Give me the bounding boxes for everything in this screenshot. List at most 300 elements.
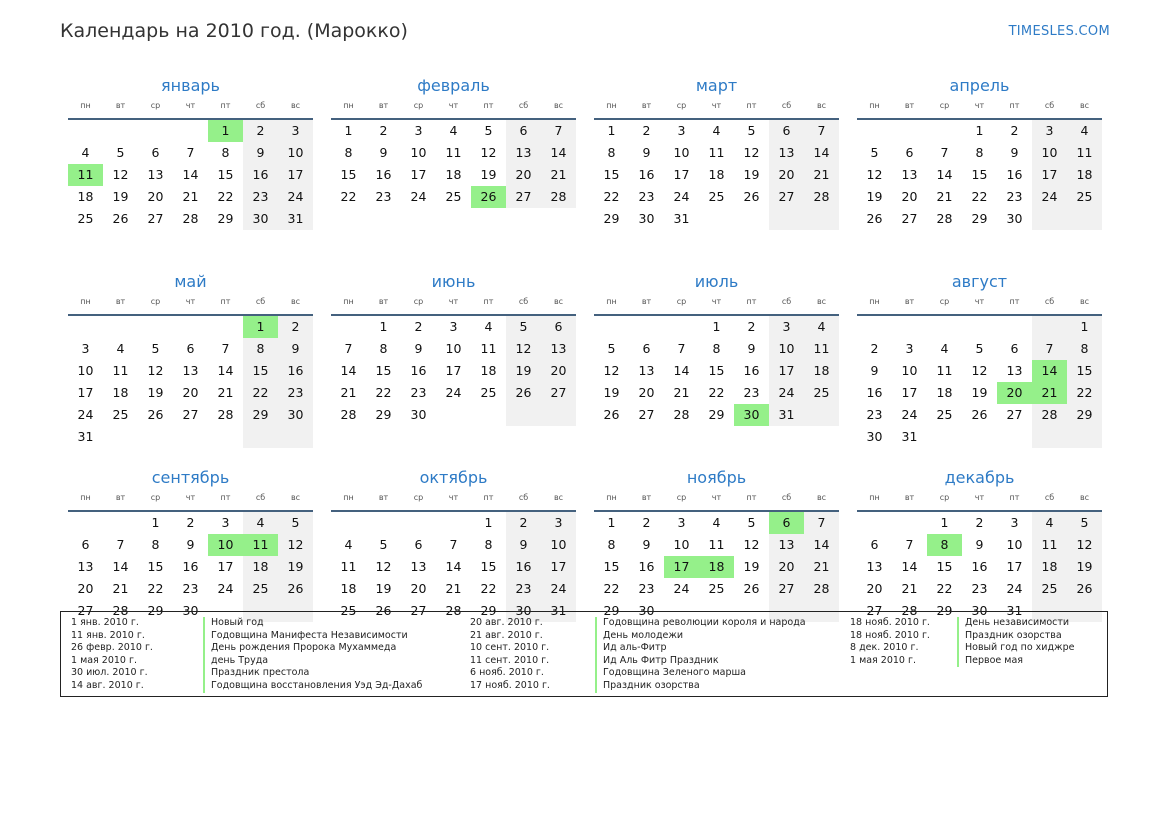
day-cell: 16 [375, 167, 392, 182]
day-cell: 14 [804, 534, 839, 556]
legend-holiday-name: Новый год [203, 617, 422, 630]
day-cell: 11 [936, 363, 953, 378]
day-cell: 29 [147, 603, 164, 618]
day-cell: 19 [743, 167, 760, 182]
day-cell: 1 [607, 515, 616, 530]
day-cell: 12 [971, 363, 988, 378]
day-cell: 6 [151, 145, 160, 160]
day-cell: 28 [112, 603, 129, 618]
day-cell: 4 [116, 341, 125, 356]
day-cell: 9 [186, 537, 195, 552]
day-cell: 22 [708, 385, 725, 400]
holiday-day-cell: 11 [243, 534, 278, 556]
weekday-label: пн [343, 492, 354, 502]
day-cell: 26 [278, 578, 313, 600]
weekday-header [857, 490, 1102, 504]
day-cell: 15 [480, 559, 497, 574]
legend-date: 17 нояб. 2010 г. [470, 679, 550, 691]
legend-holiday-name: день Труда [203, 655, 422, 668]
day-cell: 19 [971, 385, 988, 400]
weekday-label: пн [869, 100, 880, 110]
day-cell: 16 [743, 363, 760, 378]
day-cell: 23 [243, 186, 278, 208]
day-cell: 9 [506, 534, 541, 556]
day-cell: 19 [743, 559, 760, 574]
day-cell: 25 [1032, 578, 1067, 600]
day-cell: 30 [638, 603, 655, 618]
day-cell: 16 [866, 385, 883, 400]
weekday-header [331, 294, 576, 308]
day-cell: 26 [1067, 578, 1102, 600]
day-cell: 4 [940, 341, 949, 356]
day-cell: 21 [673, 385, 690, 400]
day-cell: 5 [1067, 512, 1102, 534]
weekday-label: вс [553, 296, 564, 306]
weekday-label: ср [939, 296, 950, 306]
weekday-header [594, 490, 839, 504]
day-cell: 24 [1032, 186, 1067, 208]
weekend-shade [506, 404, 541, 426]
day-cell: 22 [243, 382, 278, 404]
day-cell: 23 [638, 189, 655, 204]
weekday-label: чт [448, 296, 459, 306]
weekday-label: пт [1009, 100, 1020, 110]
month-block [68, 272, 313, 448]
day-cell: 4 [712, 515, 721, 530]
day-cell: 28 [217, 407, 234, 422]
day-cell: 3 [449, 319, 458, 334]
day-cell: 18 [340, 581, 357, 596]
day-cell: 4 [344, 537, 353, 552]
day-cell: 1 [607, 123, 616, 138]
day-cell: 30 [971, 603, 988, 618]
day-cell: 30 [638, 211, 655, 226]
day-cell: 13 [506, 142, 541, 164]
day-cell: 19 [112, 189, 129, 204]
day-cell: 21 [445, 581, 462, 596]
day-cell: 25 [340, 603, 357, 618]
weekday-label: сб [1044, 100, 1055, 110]
day-cell: 23 [182, 581, 199, 596]
month-name: январь [161, 76, 220, 95]
day-cell: 22 [480, 581, 497, 596]
day-grid [331, 316, 576, 448]
day-cell: 27 [410, 603, 427, 618]
day-cell: 3 [1010, 515, 1019, 530]
holiday-day-cell: 1 [243, 316, 278, 338]
legend-date: 18 нояб. 2010 г. [850, 629, 930, 641]
weekday-label: пн [343, 296, 354, 306]
legend-date: 1 янв. 2010 г. [71, 617, 139, 628]
day-cell: 29 [480, 603, 497, 618]
weekday-label: ср [676, 100, 687, 110]
legend-holiday-name: День независимости [957, 617, 1074, 630]
legend-date: 21 авг. 2010 г. [470, 629, 543, 641]
legend-name-column [203, 617, 422, 693]
day-cell: 23 [410, 385, 427, 400]
day-cell: 31 [673, 211, 690, 226]
day-cell: 13 [1006, 363, 1023, 378]
weekday-label: сб [781, 296, 792, 306]
weekday-label: вт [378, 100, 389, 110]
day-cell: 28 [804, 578, 839, 600]
day-cell: 9 [1010, 145, 1019, 160]
day-cell: 12 [375, 559, 392, 574]
day-cell: 10 [1006, 537, 1023, 552]
weekday-header [594, 98, 839, 112]
day-cell: 18 [77, 189, 94, 204]
day-cell: 15 [217, 167, 234, 182]
day-cell: 24 [541, 578, 576, 600]
weekend-shade [1067, 208, 1102, 230]
day-cell: 24 [445, 385, 462, 400]
day-cell: 27 [147, 211, 164, 226]
day-cell: 24 [769, 382, 804, 404]
day-cell: 25 [936, 407, 953, 422]
month-name: май [174, 272, 207, 291]
day-cell: 12 [866, 167, 883, 182]
month-name: декабрь [944, 468, 1015, 487]
day-cell: 23 [743, 385, 760, 400]
weekday-label: сб [518, 492, 529, 502]
month-block [594, 76, 839, 252]
day-cell: 3 [1032, 120, 1067, 142]
legend-holiday-name: Годовщина Манифеста Независимости [203, 630, 422, 643]
month-name: октябрь [419, 468, 488, 487]
weekday-label: вс [816, 100, 827, 110]
day-cell: 16 [182, 559, 199, 574]
day-cell: 8 [975, 145, 984, 160]
day-cell: 2 [243, 120, 278, 142]
weekday-label: пт [220, 100, 231, 110]
day-cell: 26 [603, 407, 620, 422]
day-cell: 2 [642, 123, 651, 138]
legend-holiday-name: День молодежи [595, 630, 806, 643]
legend-date: 30 июл. 2010 г. [71, 667, 148, 679]
day-cell: 3 [541, 512, 576, 534]
day-cell: 7 [677, 341, 686, 356]
legend-holiday-name: Первое мая [957, 655, 1074, 668]
weekday-header [331, 98, 576, 112]
calendar-grid [68, 76, 1102, 618]
day-cell: 15 [375, 363, 392, 378]
day-cell: 7 [1032, 338, 1067, 360]
weekday-label: ср [939, 100, 950, 110]
month-block [594, 272, 839, 448]
day-cell: 27 [182, 407, 199, 422]
weekday-label: пн [869, 492, 880, 502]
day-cell: 23 [971, 581, 988, 596]
day-cell: 14 [936, 167, 953, 182]
weekday-label: пт [1009, 492, 1020, 502]
weekday-label: вт [378, 296, 389, 306]
weekday-header [857, 98, 1102, 112]
day-cell: 20 [901, 189, 918, 204]
day-cell: 6 [1010, 341, 1019, 356]
day-cell: 21 [340, 385, 357, 400]
day-cell: 20 [638, 385, 655, 400]
weekday-label: пн [80, 100, 91, 110]
day-cell: 16 [506, 556, 541, 578]
day-cell: 27 [638, 407, 655, 422]
month-block [331, 272, 576, 448]
day-cell: 3 [677, 123, 686, 138]
day-cell: 20 [769, 164, 804, 186]
day-cell: 28 [804, 186, 839, 208]
weekday-label: вс [553, 492, 564, 502]
weekday-label: вт [641, 492, 652, 502]
day-grid [594, 316, 839, 448]
day-cell: 10 [541, 534, 576, 556]
day-cell: 2 [186, 515, 195, 530]
day-cell: 19 [1067, 556, 1102, 578]
legend-date: 11 янв. 2010 г. [71, 629, 145, 641]
day-cell: 8 [379, 341, 388, 356]
day-cell: 25 [1067, 186, 1102, 208]
day-cell: 17 [77, 385, 94, 400]
day-cell: 22 [603, 581, 620, 596]
day-cell: 3 [278, 120, 313, 142]
legend-date: 20 авг. 2010 г. [470, 617, 543, 628]
day-cell: 27 [901, 211, 918, 226]
holiday-day-cell: 1 [208, 120, 243, 142]
weekday-label: чт [974, 492, 985, 502]
day-cell: 19 [375, 581, 392, 596]
day-cell: 14 [673, 363, 690, 378]
day-cell: 30 [278, 404, 313, 426]
day-cell: 23 [638, 581, 655, 596]
weekday-label: пт [746, 100, 757, 110]
weekday-label: вт [115, 100, 126, 110]
day-cell: 27 [541, 382, 576, 404]
month-name: июнь [431, 272, 476, 291]
day-cell: 23 [278, 382, 313, 404]
day-cell: 12 [506, 338, 541, 360]
day-cell: 18 [480, 363, 497, 378]
day-grid [68, 120, 313, 252]
weekday-label: вс [1079, 492, 1090, 502]
day-cell: 30 [1006, 211, 1023, 226]
day-cell: 26 [112, 211, 129, 226]
day-cell: 31 [1006, 603, 1023, 618]
day-cell: 30 [243, 208, 278, 230]
weekday-label: пт [483, 100, 494, 110]
day-cell: 8 [607, 145, 616, 160]
day-cell: 26 [743, 581, 760, 596]
day-cell: 7 [541, 120, 576, 142]
holiday-day-cell: 14 [1032, 360, 1067, 382]
day-cell: 4 [1067, 120, 1102, 142]
day-cell: 24 [1006, 581, 1023, 596]
weekday-label: сб [781, 492, 792, 502]
legend-date: 1 мая 2010 г. [71, 654, 137, 666]
day-cell: 5 [484, 123, 493, 138]
holiday-day-cell: 6 [769, 512, 804, 534]
holiday-day-cell: 8 [927, 534, 962, 556]
weekday-label: чт [974, 296, 985, 306]
day-cell: 26 [743, 189, 760, 204]
day-cell: 14 [445, 559, 462, 574]
weekday-label: ср [150, 492, 161, 502]
day-cell: 21 [804, 164, 839, 186]
day-cell: 25 [77, 211, 94, 226]
day-cell: 9 [642, 145, 651, 160]
day-cell: 6 [186, 341, 195, 356]
weekday-label: вс [290, 100, 301, 110]
day-cell: 6 [642, 341, 651, 356]
day-cell: 28 [445, 603, 462, 618]
day-cell: 17 [217, 559, 234, 574]
day-cell: 8 [344, 145, 353, 160]
day-cell: 5 [747, 515, 756, 530]
month-name: апрель [949, 76, 1010, 95]
day-cell: 28 [182, 211, 199, 226]
weekday-label: пн [606, 296, 617, 306]
day-cell: 20 [541, 360, 576, 382]
day-cell: 25 [480, 385, 497, 400]
weekday-label: чт [448, 492, 459, 502]
day-cell: 12 [1067, 534, 1102, 556]
month-block [68, 76, 313, 252]
day-cell: 22 [340, 189, 357, 204]
day-cell: 28 [541, 186, 576, 208]
day-cell: 10 [445, 341, 462, 356]
day-cell: 17 [541, 556, 576, 578]
day-cell: 14 [217, 363, 234, 378]
day-cell: 16 [410, 363, 427, 378]
day-grid [857, 120, 1102, 252]
month-name: сентябрь [151, 468, 230, 487]
day-cell: 17 [901, 385, 918, 400]
day-cell: 12 [743, 537, 760, 552]
weekday-label: ср [413, 492, 424, 502]
day-cell: 2 [870, 341, 879, 356]
day-cell: 8 [1067, 338, 1102, 360]
day-cell: 24 [901, 407, 918, 422]
day-cell: 21 [217, 385, 234, 400]
weekday-label: пт [483, 492, 494, 502]
day-cell: 27 [769, 186, 804, 208]
day-cell: 14 [340, 363, 357, 378]
day-cell: 15 [603, 167, 620, 182]
day-cell: 16 [638, 167, 655, 182]
day-cell: 15 [936, 559, 953, 574]
day-cell: 30 [506, 600, 541, 622]
day-cell: 28 [340, 407, 357, 422]
legend-holiday-name: Праздник озорства [595, 680, 806, 693]
day-cell: 9 [870, 363, 879, 378]
day-cell: 1 [940, 515, 949, 530]
day-cell: 19 [480, 167, 497, 182]
legend-date-column [71, 617, 153, 693]
day-cell: 29 [1067, 404, 1102, 426]
weekday-label: пн [80, 296, 91, 306]
day-cell: 10 [901, 363, 918, 378]
day-cell: 28 [673, 407, 690, 422]
day-cell: 20 [866, 581, 883, 596]
day-cell: 5 [607, 341, 616, 356]
legend-date: 26 февр. 2010 г. [71, 642, 153, 654]
day-cell: 9 [243, 142, 278, 164]
weekday-label: вт [904, 296, 915, 306]
day-cell: 8 [151, 537, 160, 552]
day-cell: 26 [506, 382, 541, 404]
day-cell: 6 [81, 537, 90, 552]
day-cell: 29 [375, 407, 392, 422]
day-cell: 2 [975, 515, 984, 530]
day-cell: 29 [936, 603, 953, 618]
day-cell: 7 [905, 537, 914, 552]
site-link[interactable]: TIMESLES.COM [1008, 24, 1110, 39]
day-cell: 3 [81, 341, 90, 356]
day-cell: 6 [414, 537, 423, 552]
day-cell: 23 [1006, 189, 1023, 204]
day-cell: 8 [712, 341, 721, 356]
day-cell: 21 [182, 189, 199, 204]
day-cell: 27 [1006, 407, 1023, 422]
holiday-day-cell: 30 [734, 404, 769, 426]
day-cell: 10 [1032, 142, 1067, 164]
weekday-label: чт [185, 100, 196, 110]
weekday-label: сб [255, 492, 266, 502]
legend-name-column [957, 617, 1074, 667]
day-cell: 15 [340, 167, 357, 182]
legend-date: 6 нояб. 2010 г. [470, 667, 544, 679]
weekend-shade [1032, 316, 1067, 338]
day-cell: 14 [901, 559, 918, 574]
day-cell: 24 [410, 189, 427, 204]
day-grid [331, 120, 576, 252]
day-cell: 22 [217, 189, 234, 204]
weekday-label: вс [290, 296, 301, 306]
weekday-label: ср [676, 296, 687, 306]
day-cell: 16 [278, 360, 313, 382]
day-cell: 3 [769, 316, 804, 338]
day-cell: 25 [445, 189, 462, 204]
day-cell: 8 [221, 145, 230, 160]
day-cell: 25 [112, 407, 129, 422]
day-cell: 29 [603, 603, 620, 618]
day-cell: 15 [147, 559, 164, 574]
weekday-label: вт [115, 296, 126, 306]
day-cell: 24 [673, 581, 690, 596]
legend-holiday-name: Ид Аль Фитр Праздник [595, 655, 806, 668]
month-name: март [695, 76, 738, 95]
weekday-header [857, 294, 1102, 308]
day-cell: 19 [603, 385, 620, 400]
weekday-label: сб [518, 100, 529, 110]
day-cell: 24 [77, 407, 94, 422]
weekday-label: вт [641, 100, 652, 110]
day-grid [857, 316, 1102, 448]
day-cell: 20 [147, 189, 164, 204]
day-cell: 21 [804, 556, 839, 578]
legend-date-column [850, 617, 930, 667]
day-cell: 20 [77, 581, 94, 596]
weekday-label: вт [378, 492, 389, 502]
weekday-label: сб [255, 296, 266, 306]
day-cell: 4 [804, 316, 839, 338]
day-cell: 23 [375, 189, 392, 204]
day-cell: 19 [866, 189, 883, 204]
day-cell: 4 [712, 123, 721, 138]
day-cell: 23 [866, 407, 883, 422]
day-cell: 7 [116, 537, 125, 552]
weekend-shade [541, 404, 576, 426]
weekday-label: вс [290, 492, 301, 502]
weekday-label: пт [746, 296, 757, 306]
weekday-label: ср [939, 492, 950, 502]
